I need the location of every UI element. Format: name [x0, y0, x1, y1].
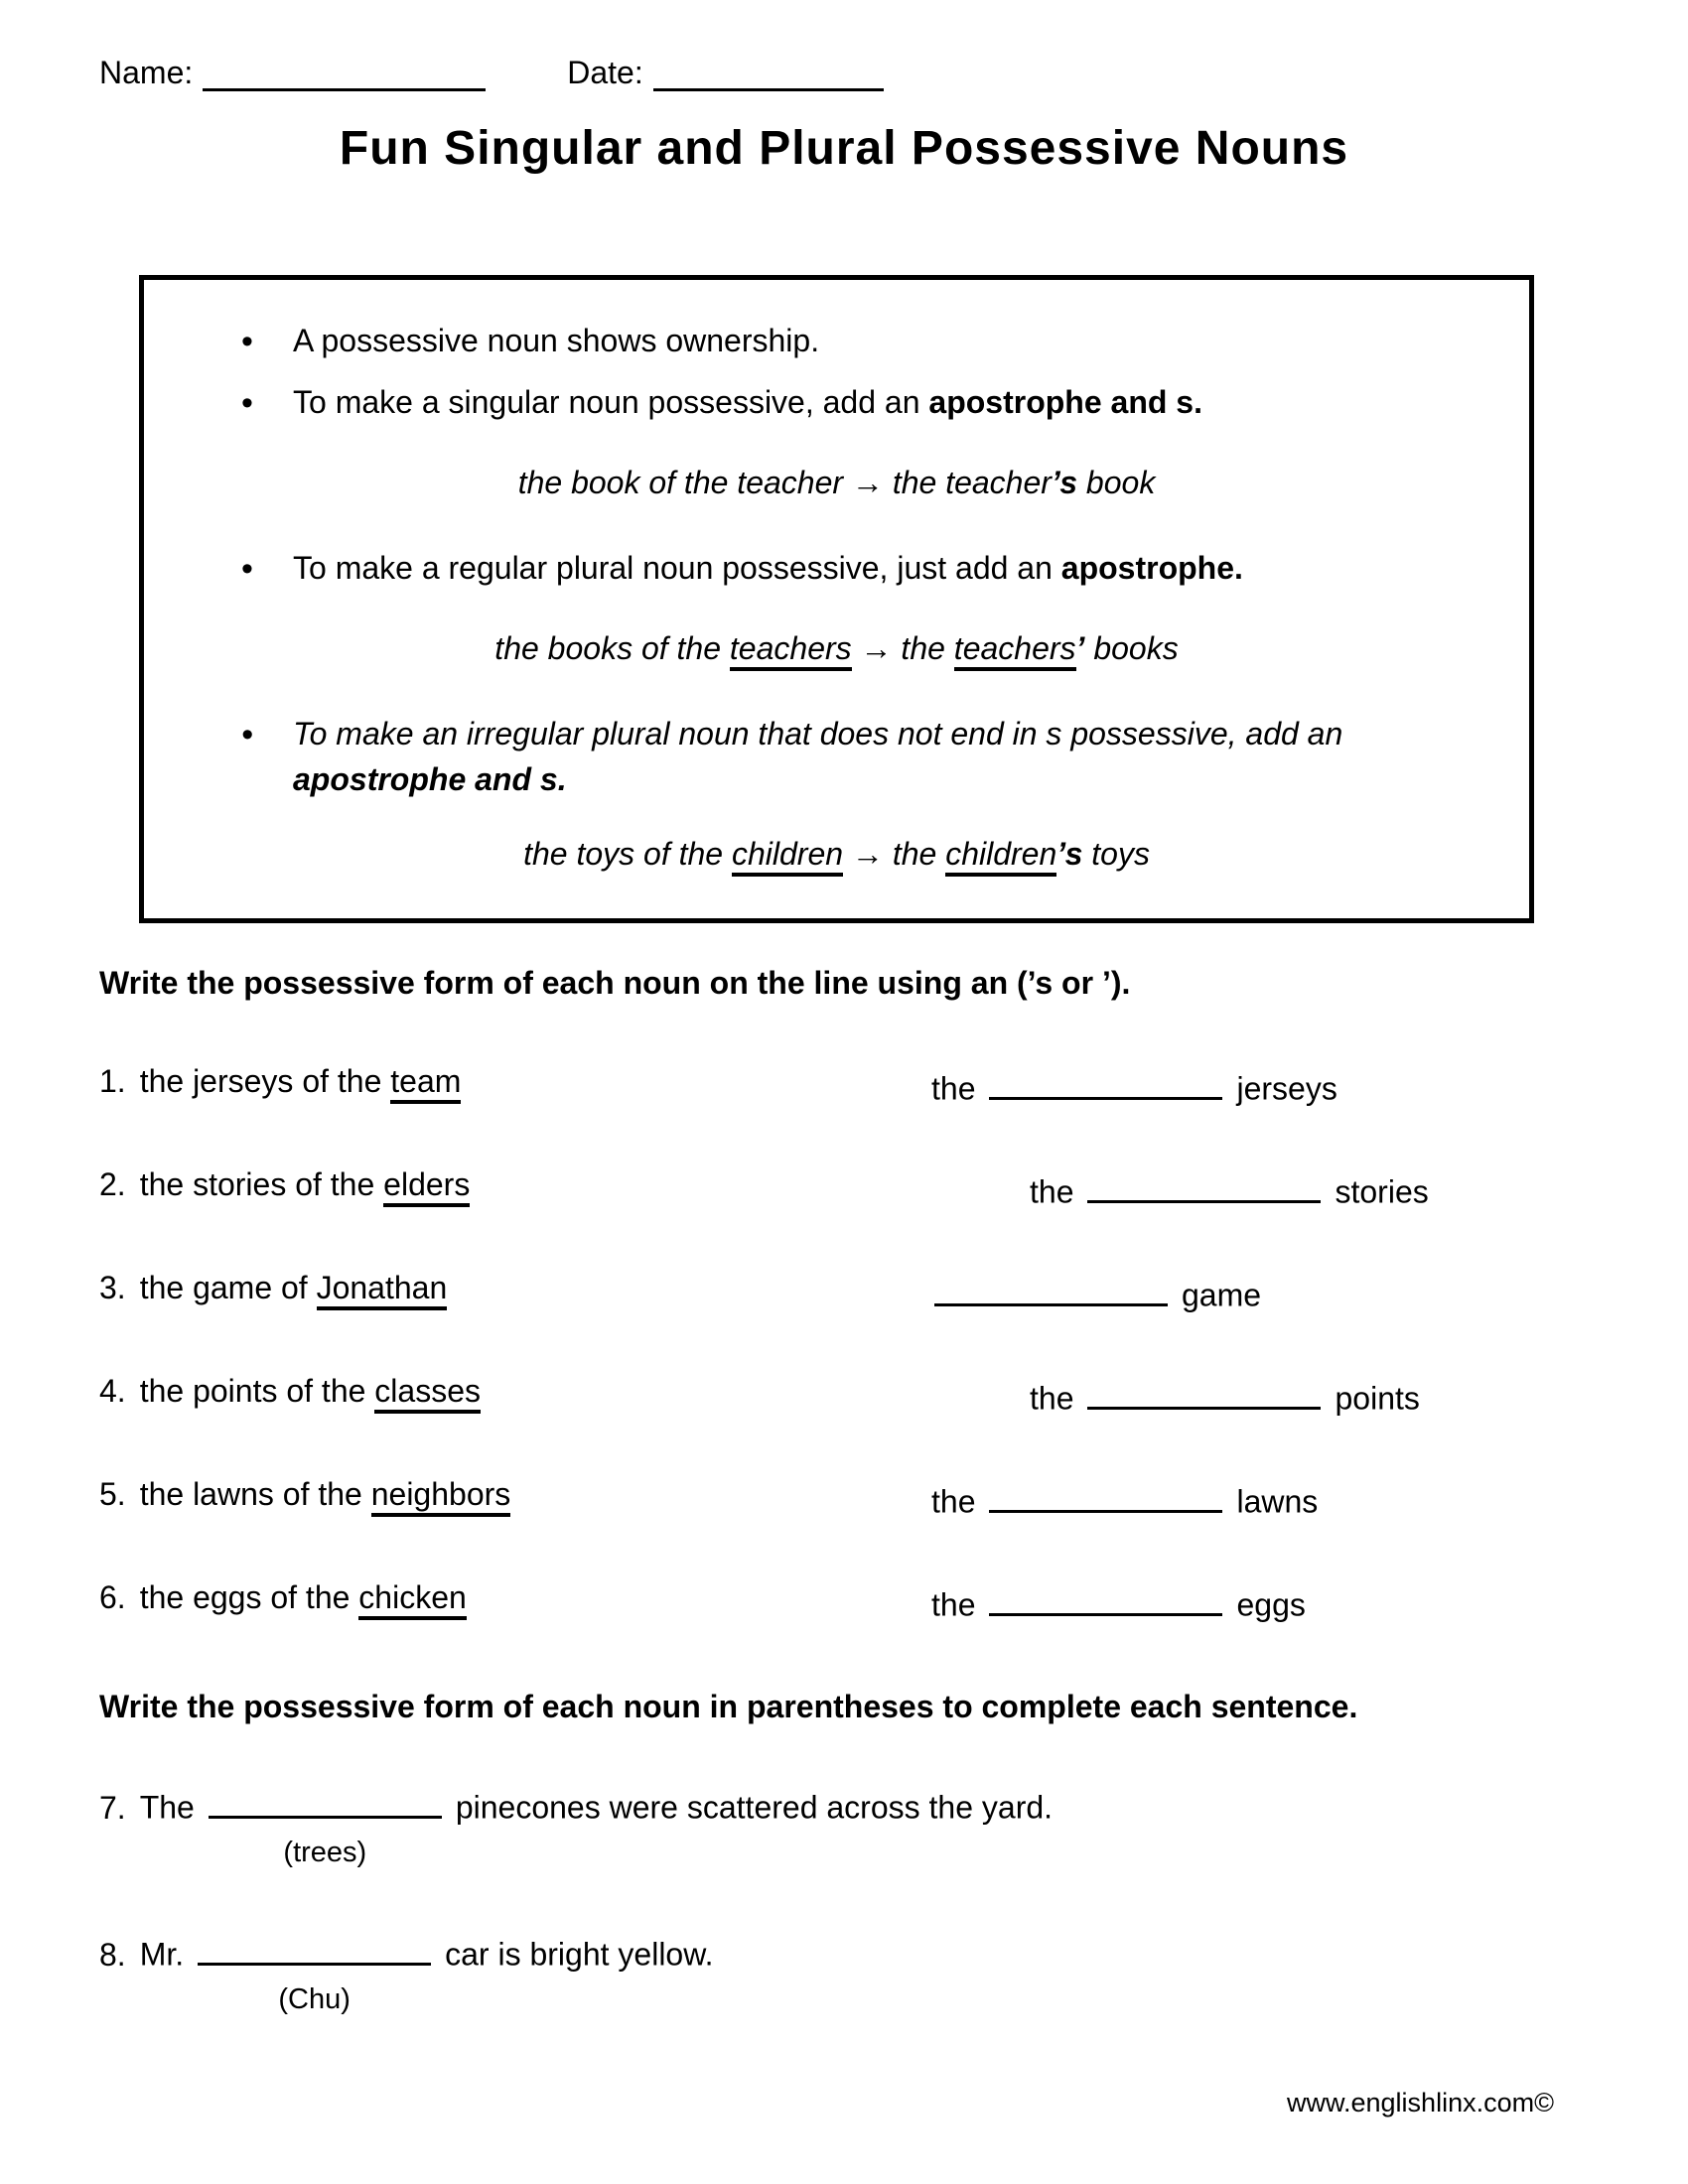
worksheet-title: Fun Singular and Plural Possessive Nouns: [339, 122, 1349, 175]
example-text: toys: [1082, 835, 1150, 872]
answer-post: stories: [1335, 1173, 1429, 1210]
rule-text: A possessive noun shows ownership.: [293, 323, 820, 358]
answer-post: lawns: [1236, 1483, 1319, 1520]
rule-example-3: [194, 831, 1479, 877]
rule-text-bold: apostrophe and s.: [928, 384, 1202, 421]
footer: [99, 2088, 1589, 2118]
item-noun: chicken: [358, 1579, 467, 1620]
item-number: 4.: [99, 1373, 126, 1410]
sentence-blank-wrap: [195, 1782, 456, 1868]
answer-blank-line: [198, 1929, 431, 1966]
item-number: 2.: [99, 1166, 126, 1203]
item-prompt: the game of: [139, 1270, 317, 1306]
exercise-list: [99, 1063, 1589, 1627]
rule-example-1: [194, 460, 1479, 505]
item-number: 7.: [99, 1789, 126, 1826]
answer-blank-line: [989, 1063, 1222, 1100]
item-answer: [920, 1270, 1261, 1314]
item-number: 3.: [99, 1270, 126, 1306]
example-text: books: [1084, 629, 1179, 666]
rule-text-bold: apostrophe.: [1060, 550, 1243, 587]
item-answer: [931, 1063, 1337, 1108]
answer-blank-line: [1087, 1373, 1321, 1410]
example-text: the books of the: [494, 629, 730, 666]
example-text: the book of the teacher → the teacher: [517, 464, 1052, 500]
exercise-item-6: [99, 1579, 1589, 1627]
example-underlined-noun: children: [732, 836, 843, 877]
item-answer: [1030, 1166, 1429, 1211]
answer-blank-line: [989, 1579, 1222, 1616]
item-answer: [931, 1579, 1306, 1624]
rule-text: To make an irregular plural noun that does not end in s possessive, add an: [293, 715, 1352, 751]
item-noun: neighbors: [371, 1476, 511, 1517]
example-text-bold: ’: [1075, 629, 1085, 666]
answer-blank-line: [209, 1782, 442, 1819]
answer-post: eggs: [1236, 1586, 1306, 1623]
item-answer: [931, 1476, 1318, 1521]
item-number: 8.: [99, 1936, 126, 1973]
section2-instructions: Write the possessive form of each noun in parentheses to complete each sentence.: [99, 1689, 1358, 1725]
rule-bullet-4: [194, 711, 1385, 803]
answer-pre: the: [1030, 1173, 1074, 1210]
example-underlined-noun: children: [945, 836, 1056, 877]
item-noun: Jonathan: [317, 1270, 448, 1310]
rules-box: [139, 275, 1534, 923]
hint-label: (Chu): [278, 1982, 351, 2015]
exercise-item-1: [99, 1063, 1589, 1111]
sentence-blank-wrap: [184, 1929, 445, 2015]
item-prompt: the eggs of the: [139, 1579, 359, 1616]
rule-text: To make a regular plural noun possessive, just add an: [293, 550, 1061, 587]
sentence-pre: Mr.: [139, 1936, 185, 1973]
exercise-item-5: [99, 1476, 1589, 1524]
sentence-item-7: [99, 1782, 1589, 1868]
answer-pre: the: [1030, 1380, 1074, 1417]
item-prompt: the points of the: [139, 1373, 375, 1410]
answer-blank-line: [1087, 1166, 1321, 1203]
exercise-item-4: [99, 1373, 1589, 1421]
item-prompt: the lawns of the: [139, 1476, 371, 1513]
answer-pre: the: [931, 1586, 976, 1623]
answer-pre: the: [931, 1070, 976, 1107]
exercise-item-2: [99, 1166, 1589, 1214]
answer-post: game: [1182, 1277, 1262, 1313]
hint-label: (trees): [283, 1836, 367, 1868]
item-noun: team: [390, 1063, 461, 1104]
example-text: the toys of the: [523, 835, 732, 872]
answer-post: jerseys: [1236, 1070, 1337, 1107]
example-text: → the: [851, 629, 954, 666]
footer-site: www.englishlinx.com©: [1287, 2088, 1554, 2118]
date-blank-line: [653, 55, 884, 91]
answer-blank-line: [989, 1476, 1222, 1513]
date-label: Date:: [567, 55, 643, 90]
item-prompt: the stories of the: [139, 1166, 384, 1203]
item-number: 1.: [99, 1063, 126, 1100]
rule-bullet-3: [194, 545, 1479, 591]
rule-bullet-2: [194, 379, 1479, 425]
item-noun: elders: [383, 1166, 470, 1207]
example-text-bold: ’s: [1051, 464, 1078, 500]
rule-example-2: [194, 625, 1479, 671]
name-label: Name:: [99, 55, 194, 90]
example-text: book: [1077, 464, 1156, 500]
example-text: → the: [843, 835, 946, 872]
rule-bullet-1: [194, 318, 1479, 363]
sentence-post: car is bright yellow.: [445, 1936, 714, 1973]
exercise-item-3: [99, 1270, 1589, 1317]
section1-instructions: Write the possessive form of each noun on the line using an (’s or ’).: [99, 965, 1131, 1002]
header-row: [99, 55, 1589, 91]
example-underlined-noun: teachers: [730, 630, 852, 671]
item-number: 5.: [99, 1476, 126, 1513]
sentence-post: pinecones were scattered across the yard.: [455, 1789, 1054, 1826]
item-prompt: the jerseys of the: [139, 1063, 391, 1100]
example-text-bold: ’s: [1056, 835, 1083, 872]
rule-text-bold: apostrophe and s.: [293, 761, 567, 798]
answer-post: points: [1335, 1380, 1420, 1417]
sentence-item-8: [99, 1929, 1589, 2015]
item-noun: classes: [374, 1373, 481, 1414]
answer-pre: the: [931, 1483, 976, 1520]
example-underlined-noun: teachers: [954, 630, 1076, 671]
answer-blank-line: [934, 1270, 1168, 1306]
item-answer: [1030, 1373, 1420, 1418]
item-number: 6.: [99, 1579, 126, 1616]
rule-text: To make a singular noun possessive, add an: [293, 384, 929, 421]
sentence-pre: The: [139, 1789, 195, 1826]
name-blank-line: [203, 55, 486, 91]
